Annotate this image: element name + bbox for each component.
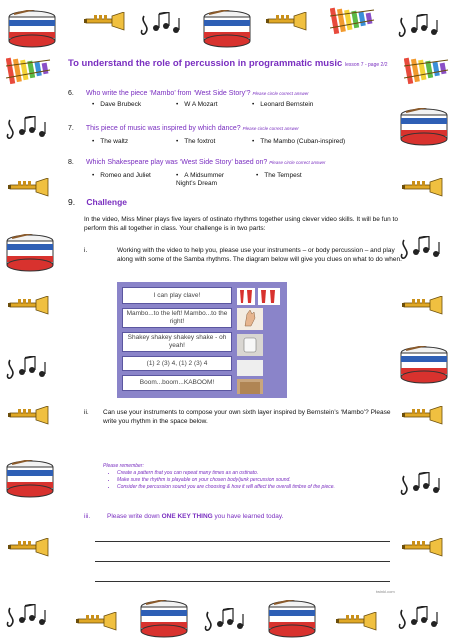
page-title: [68, 58, 387, 69]
music-notes-icon: [6, 604, 50, 630]
answer-option[interactable]: • The foxtrot: [176, 138, 215, 145]
part-i-text: Working with the video to help you, please use your instruments – or body percussion – and play along with some of the Samba rhythms. The diagram below will give you clues on what to do when.: [117, 247, 402, 263]
answer-option[interactable]: • Leonard Bernstein: [252, 101, 313, 108]
music-notes-icon: [204, 608, 248, 634]
drum-icon: [6, 460, 56, 500]
question-hint: Please circle correct answer: [242, 126, 299, 131]
question-number: 9.: [68, 197, 76, 207]
xylophone-icon: [404, 56, 450, 88]
music-notes-icon: [140, 12, 184, 38]
answer-line[interactable]: [95, 581, 390, 582]
trumpet-icon: [402, 538, 444, 558]
question-hint: Please circle correct answer: [252, 91, 309, 96]
remember-notes: [103, 463, 335, 491]
part-i-label: i.: [84, 247, 88, 254]
music-notes-icon: [400, 236, 444, 262]
answer-option[interactable]: • W A Mozart: [176, 101, 218, 108]
answer-option[interactable]: • Romeo and Juliet: [92, 172, 151, 179]
music-notes-icon: [398, 606, 442, 632]
remember-heading: Please remember:: [103, 463, 144, 469]
question-7: [68, 125, 299, 132]
diagram-layer-mambo: Mambo...to the left! Mambo...to the right!: [122, 308, 232, 328]
part-ii-label: ii.: [84, 409, 89, 416]
drum-icon: [400, 108, 450, 148]
answer-option[interactable]: • The Mambo (Cuban-inspired): [252, 138, 345, 145]
xylophone-icon: [6, 56, 52, 88]
trumpet-icon: [8, 538, 50, 558]
reflection-suffix: you have learned today.: [212, 513, 284, 520]
answer-option[interactable]: • A Midsummer Night’s Dream: [176, 172, 240, 188]
question-6: [68, 90, 309, 97]
ostinato-diagram: [117, 282, 287, 398]
diagram-layer-shakey: Shakey shakey shakey shake - oh yeah!: [122, 332, 232, 352]
question-number: 6.: [68, 90, 74, 97]
answer-option[interactable]: • Dave Brubeck: [92, 101, 141, 108]
reflection-prefix: Please write down: [107, 513, 162, 520]
remember-item: • Make sure the rhythm is playable on your chosen body/junk percussion sound.: [117, 477, 335, 484]
question-text: This piece of music was inspired by which dance?: [85, 125, 241, 132]
footer-credit: twinkl.com: [376, 589, 395, 594]
music-notes-icon: [6, 116, 50, 142]
answer-line[interactable]: [95, 541, 390, 542]
diagram-pictures: [237, 288, 281, 394]
part-ii-text: Can use your instruments to compose your own sixth layer inspired by Bernstein’s ‘Mambo’? Please write you rhythm in the space below.: [103, 409, 391, 425]
trumpet-icon: [402, 296, 444, 316]
challenge-heading: [68, 197, 127, 207]
remember-item: • Consider the percussion sound you are choosing & how it will affect the overall timbre of the piece.: [117, 484, 335, 491]
drum-icon: [140, 600, 190, 640]
drum-icon: [8, 10, 58, 50]
lesson-reference: lesson 7 - page 2/2: [344, 62, 388, 68]
question-number: 8.: [68, 159, 74, 166]
trumpet-icon: [8, 296, 50, 316]
music-notes-icon: [6, 356, 50, 382]
diagram-layer-clave: I can play clave!: [122, 287, 232, 304]
shaker-icon: [244, 338, 256, 352]
diagram-layer-boom: Boom...boom...KABOOM!: [122, 375, 232, 391]
xylophone-icon: [330, 6, 376, 38]
drum-icon: [6, 234, 56, 274]
trumpet-icon: [402, 178, 444, 198]
trumpet-icon: [76, 612, 118, 632]
answer-option[interactable]: • The waltz: [92, 138, 128, 145]
trumpet-icon: [8, 178, 50, 198]
trumpet-icon: [266, 12, 308, 32]
challenge-intro: In the video, Miss Miner plays five layers of ostinato rhythms together using clever video skills. It will be fun to perform this all together in class. Your challenge is in two parts:: [84, 216, 398, 232]
trumpet-icon: [84, 12, 126, 32]
trumpet-icon: [336, 612, 378, 632]
question-number: 7.: [68, 125, 74, 132]
drum-icon: [400, 346, 450, 386]
diagram-layer-numbers: (1) 2 (3) 4, (1) 2 (3) 4: [122, 356, 232, 371]
answer-line[interactable]: [95, 561, 390, 562]
question-text: Which Shakespeare play was ‘West Side Story’ based on?: [85, 159, 268, 166]
drum-icon: [268, 600, 318, 640]
reflection-prompt: [107, 512, 283, 521]
question-hint: Please circle correct answer: [269, 160, 326, 165]
drum-icon: [203, 10, 253, 50]
music-notes-icon: [400, 472, 444, 498]
question-text: Who write the piece ‘Mambo’ from ‘West Side Story’?: [85, 90, 251, 97]
trumpet-icon: [402, 406, 444, 426]
remember-item: • Create a pattern that you can repeat many times as an ostinato.: [117, 470, 335, 477]
title-text: To understand the role of percussion in programmatic music: [68, 58, 343, 69]
part-iii-label: iii.: [84, 513, 91, 520]
answer-option[interactable]: • The Tempest: [256, 172, 302, 179]
challenge-title: Challenge: [86, 197, 127, 207]
reflection-emphasis: ONE KEY THING: [161, 513, 213, 520]
question-8: [68, 159, 326, 166]
trumpet-icon: [8, 406, 50, 426]
music-notes-icon: [398, 14, 442, 40]
